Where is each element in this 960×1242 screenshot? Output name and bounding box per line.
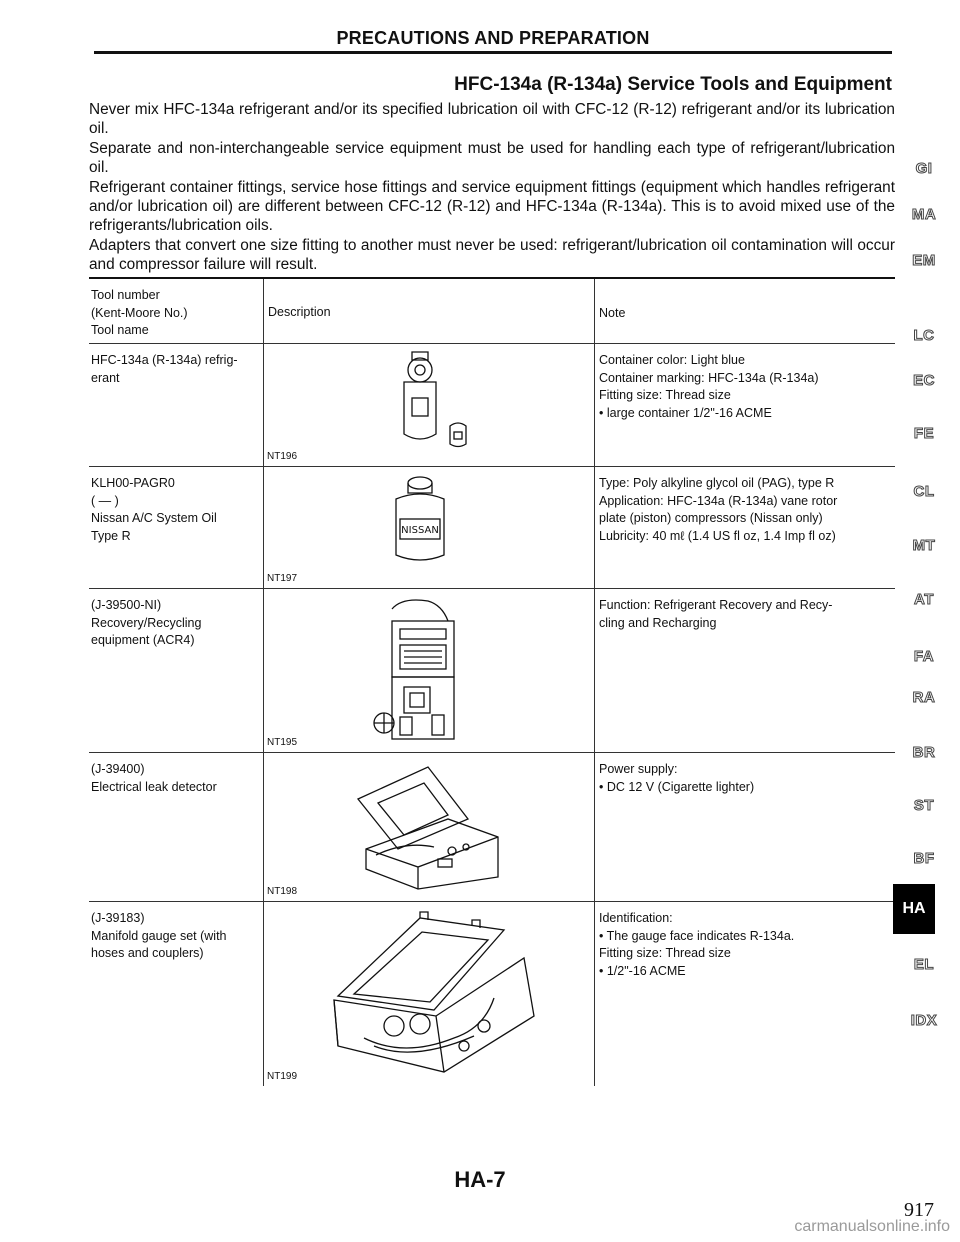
sidebar-item-ec[interactable]: EC bbox=[913, 372, 935, 389]
manifold-gauge-illustration bbox=[324, 906, 544, 1076]
note-line: Container marking: HFC-134a (R-134a) bbox=[599, 370, 819, 385]
tool-line: KLH00-PAGR0 bbox=[91, 476, 175, 490]
illustration-code: NT195 bbox=[267, 737, 298, 748]
sidebar-item-gi[interactable]: GI bbox=[915, 160, 933, 177]
note-line: • DC 12 V (Cigarette lighter) bbox=[599, 779, 755, 794]
sidebar-item-el[interactable]: EL bbox=[913, 956, 935, 973]
note-line: Lubricity: 40 mℓ (1.4 US fl oz, 1.4 Imp fl oz) bbox=[599, 528, 836, 543]
description-cell bbox=[263, 467, 595, 588]
table-row bbox=[89, 589, 895, 753]
tool-line: Nissan A/C System Oil bbox=[91, 511, 217, 525]
sidebar-item-idx[interactable]: IDX bbox=[910, 1012, 938, 1029]
header-description: Description bbox=[263, 279, 595, 343]
tool-cell bbox=[89, 902, 263, 1086]
header-note: Note bbox=[599, 306, 626, 320]
tool-line: (J-39183) bbox=[91, 911, 145, 925]
illustration-code: NT197 bbox=[267, 573, 298, 584]
header-tool-line: (Kent-Moore No.) bbox=[91, 305, 188, 320]
note-cell bbox=[595, 344, 895, 466]
tool-cell bbox=[89, 589, 263, 752]
table-row bbox=[89, 753, 895, 902]
illustration-code: NT198 bbox=[267, 886, 298, 897]
sidebar-item-cl[interactable]: CL bbox=[913, 483, 935, 500]
watermark-text: carmanualsonline.info bbox=[794, 1218, 950, 1235]
sidebar-item-em[interactable]: EM bbox=[912, 252, 936, 269]
illustration-code: NT199 bbox=[267, 1071, 298, 1082]
table-row bbox=[89, 344, 895, 467]
note-line: Application: HFC-134a (R-134a) vane rotor bbox=[599, 493, 838, 508]
sidebar-item-mt[interactable]: MT bbox=[912, 537, 936, 554]
table-row bbox=[89, 467, 895, 589]
sidebar-item-ra[interactable]: RA bbox=[912, 689, 936, 706]
note-cell bbox=[595, 589, 895, 752]
header-tool-line: Tool name bbox=[91, 323, 149, 337]
header-rule bbox=[94, 51, 892, 54]
header-tool bbox=[89, 279, 263, 343]
tool-cell bbox=[89, 753, 263, 901]
note-line: Container color: Light blue bbox=[599, 353, 745, 367]
section-title: HFC-134a (R-134a) Service Tools and Equipment bbox=[454, 74, 892, 95]
tool-line: (J-39500-NI) bbox=[91, 598, 162, 612]
description-cell bbox=[263, 589, 595, 752]
tool-line: Manifold gauge set (with bbox=[91, 928, 227, 943]
header-tool-line: Tool number bbox=[91, 288, 160, 302]
tool-line: equipment (ACR4) bbox=[91, 633, 195, 647]
table-header-row bbox=[89, 279, 895, 344]
page-header: PRECAUTIONS AND PREPARATION bbox=[336, 28, 650, 48]
description-cell bbox=[263, 753, 595, 901]
note-line: Fitting size: Thread size bbox=[599, 946, 731, 960]
note-cell bbox=[595, 753, 895, 901]
note-line: Function: Refrigerant Recovery and Recy- bbox=[599, 598, 833, 612]
note-cell bbox=[595, 467, 895, 588]
sidebar-item-st[interactable]: ST bbox=[913, 797, 935, 814]
note-line: plate (piston) compressors (Nissan only) bbox=[599, 511, 823, 525]
tool-line: erant bbox=[91, 370, 120, 385]
recovery-machine-illustration bbox=[370, 595, 480, 747]
oil-can-label: NISSAN bbox=[401, 525, 439, 536]
intro-paragraph: Separate and non-interchangeable service equipment must be used for handling each type of refrigerant/lubrication oil. bbox=[89, 139, 895, 177]
note-line: Power supply: bbox=[599, 762, 678, 776]
tool-line: Type R bbox=[91, 528, 131, 543]
note-line: cling and Recharging bbox=[599, 615, 717, 630]
tools-table bbox=[89, 277, 895, 1086]
sidebar-item-br[interactable]: BR bbox=[912, 744, 936, 761]
note-line: • large container 1/2"-16 ACME bbox=[599, 405, 772, 420]
note-line: Type: Poly alkyline glycol oil (PAG), type R bbox=[599, 476, 835, 490]
tool-line: Recovery/Recycling bbox=[91, 615, 202, 630]
page-number: 917 bbox=[904, 1199, 934, 1221]
sidebar-item-at[interactable]: AT bbox=[914, 591, 934, 608]
tool-cell bbox=[89, 467, 263, 588]
intro-text bbox=[89, 100, 895, 275]
tool-line: hoses and couplers) bbox=[91, 946, 204, 960]
note-line: • 1/2"-16 ACME bbox=[599, 963, 686, 978]
tool-line: Electrical leak detector bbox=[91, 779, 217, 794]
sidebar-item-lc[interactable]: LC bbox=[913, 327, 935, 344]
intro-paragraph: Adapters that convert one size fitting to another must never be used: refrigerant/lubrication oil contamination will occur and compressor failure will result. bbox=[89, 236, 895, 274]
sidebar-item-fa[interactable]: FA bbox=[913, 648, 935, 665]
intro-paragraph: Never mix HFC-134a refrigerant and/or its specified lubrication oil with CFC-12 (R-12) refrigerant and/or its lubrication oil. bbox=[89, 101, 895, 138]
sidebar-item-fe[interactable]: FE bbox=[913, 425, 935, 442]
tool-line: ( — ) bbox=[91, 493, 119, 508]
sidebar-item-ha-active[interactable]: HA bbox=[893, 884, 935, 934]
table-row bbox=[89, 902, 895, 1086]
leak-detector-illustration bbox=[348, 759, 518, 895]
description-cell bbox=[263, 902, 595, 1086]
tool-line: (J-39400) bbox=[91, 762, 145, 776]
page-code: HA-7 bbox=[454, 1167, 506, 1192]
tool-cell bbox=[89, 344, 263, 466]
illustration-code: NT196 bbox=[267, 451, 298, 462]
note-line: Fitting size: Thread size bbox=[599, 388, 731, 402]
note-line: • The gauge face indicates R-134a. bbox=[599, 928, 795, 943]
description-cell bbox=[263, 344, 595, 466]
intro-paragraph: Refrigerant container fittings, service hose fittings and service equipment fittings (equipment which handles refrigerant and/or lubrication oil) are different between CFC-12 (R-12) and HFC-134a (R-134a). This is to avoid mixed use of the refrigerants/lubrication oils. bbox=[89, 178, 895, 235]
oil-can-illustration bbox=[376, 471, 476, 571]
sidebar-item-bf[interactable]: BF bbox=[913, 850, 935, 867]
tool-line: HFC-134a (R-134a) refrig- bbox=[91, 353, 238, 367]
sidebar-item-ma[interactable]: MA bbox=[911, 206, 937, 223]
note-line: Identification: bbox=[599, 911, 673, 925]
refrigerant-can-illustration bbox=[374, 348, 494, 458]
note-cell bbox=[595, 902, 895, 1086]
